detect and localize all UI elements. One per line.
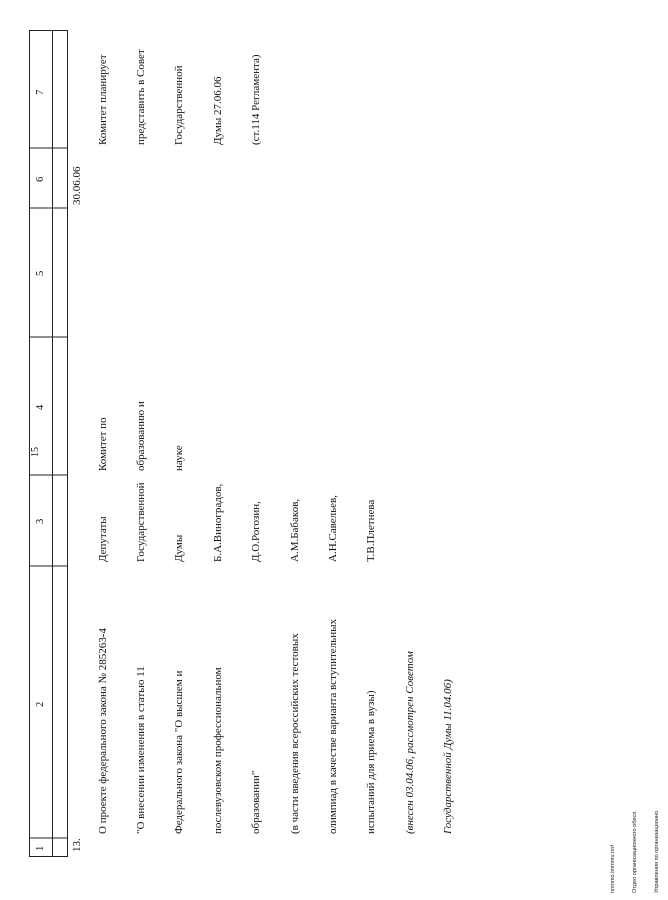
initiator-line: Д.О.Рогозин, xyxy=(250,501,263,562)
review-date: 30.06.06 xyxy=(71,166,83,205)
bill-line: "О внесении изменения в статью 11 xyxy=(134,666,147,834)
committee-line: науке xyxy=(173,445,186,471)
header-col-7: 7 xyxy=(35,89,46,95)
plan-note-line: Думы 27.06.06 xyxy=(211,76,224,145)
plan-note-line: представить в Совет xyxy=(134,49,147,145)
footer-line: Отдел организационного обесп. xyxy=(632,810,639,893)
initiator-line: Б.А.Виноградов, xyxy=(211,483,224,562)
bill-note-line: (внесен 03.04.06, рассмотрен Советом xyxy=(403,651,416,834)
initiator-line: Думы xyxy=(173,534,186,562)
plan-note xyxy=(71,49,289,145)
bill-line: послевузовском профессиональном xyxy=(211,667,224,834)
page-number: 15 xyxy=(30,447,41,457)
footer-line: Управления по организационно xyxy=(653,810,660,893)
initiator-line: Депутаты xyxy=(96,516,109,562)
bill-line: (в части введения всероссийских тестовых xyxy=(288,633,301,834)
bill-line: испытаний для приема в вузы) xyxy=(365,690,378,834)
responsible-committee xyxy=(71,401,212,471)
bill-line: образовании" xyxy=(250,770,263,834)
initiator-line: Т.В.Плетнева xyxy=(365,499,378,562)
initiator-line: Государственной xyxy=(134,482,147,562)
bill-line: О проекте федерального закона № 285263-4 xyxy=(96,628,109,834)
bill-note-line: Государственной Думы 11.04.06) xyxy=(442,679,455,834)
row-number: 13. xyxy=(71,838,83,852)
header-col-6: 6 xyxy=(35,176,46,182)
header-col-3: 3 xyxy=(35,518,46,524)
footer-line: nnmmo.lmmmu.nnf xyxy=(610,845,617,893)
header-col-2: 2 xyxy=(35,701,46,707)
initiators xyxy=(71,482,404,562)
header-col-4: 4 xyxy=(35,404,46,410)
bill-description xyxy=(71,619,481,834)
committee-line: Комитет по xyxy=(96,417,109,471)
footer-note xyxy=(596,810,668,893)
bill-line: Федерального закона "О высшем и xyxy=(173,670,186,834)
committee-line: образованию и xyxy=(134,401,147,471)
plan-note-line: Государственной xyxy=(173,65,186,145)
header-col-1: 1 xyxy=(35,845,46,851)
initiator-line: А.М.Бабаков, xyxy=(288,498,301,562)
header-col-5: 5 xyxy=(35,270,46,276)
plan-note-line: (ст.114 Регламента) xyxy=(250,54,263,145)
initiator-line: А.Н.Савельев, xyxy=(326,495,339,562)
plan-note-line: Комитет планирует xyxy=(96,54,109,145)
bill-line: олимпиад в качестве варианта вступительных xyxy=(326,619,339,834)
